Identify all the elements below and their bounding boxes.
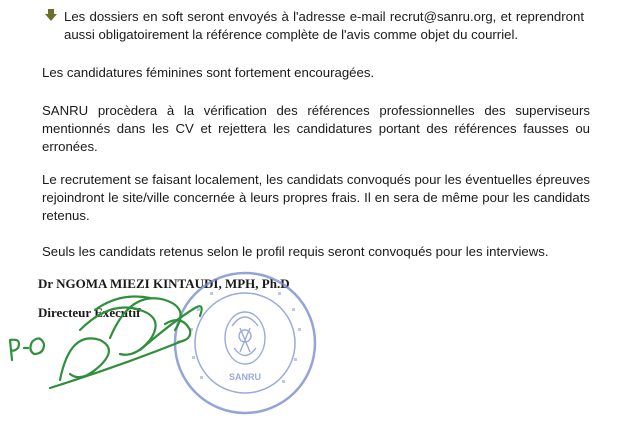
signatory-title: Directeur Exécutif [38,305,141,320]
bullet-paragraph: Les dossiers en soft seront envoyés à l'adresse e-mail recrut@sanru.org, et reprendront aussi obligatoirement la référence complète de l'avis comme objet du courriel. [64,9,584,42]
handwritten-signature [0,270,230,400]
paragraph-recrutement: Le recrutement se faisant localement, les candidats convoqués pour les éventuelles épreuves rejoindront le site/ville concernée à leurs propres frais. Il en sera de même pour les candidats retenus. [42,172,590,223]
arrow-bullet-icon [44,8,58,22]
paragraph-verification: SANRU procèdera à la vérification des références professionnelles des superviseurs mentionnés dans les CV et rejettera les candidatures portant des références fausses ou erronées. [42,103,590,154]
stamp-emblem [225,312,265,364]
paragraph-candidatures: Les candidatures féminines sont fortement encouragées. [42,65,375,80]
po-annotation-mark [10,340,19,360]
stamp-center-text: SANRU [228,372,262,382]
paragraph-interviews: Seuls les candidats retenus selon le profil requis seront convoqués pour les interviews. [42,244,549,259]
signatory-name: Dr NGOMA MIEZI KINTAUDI, MPH, Ph.D [38,276,290,291]
